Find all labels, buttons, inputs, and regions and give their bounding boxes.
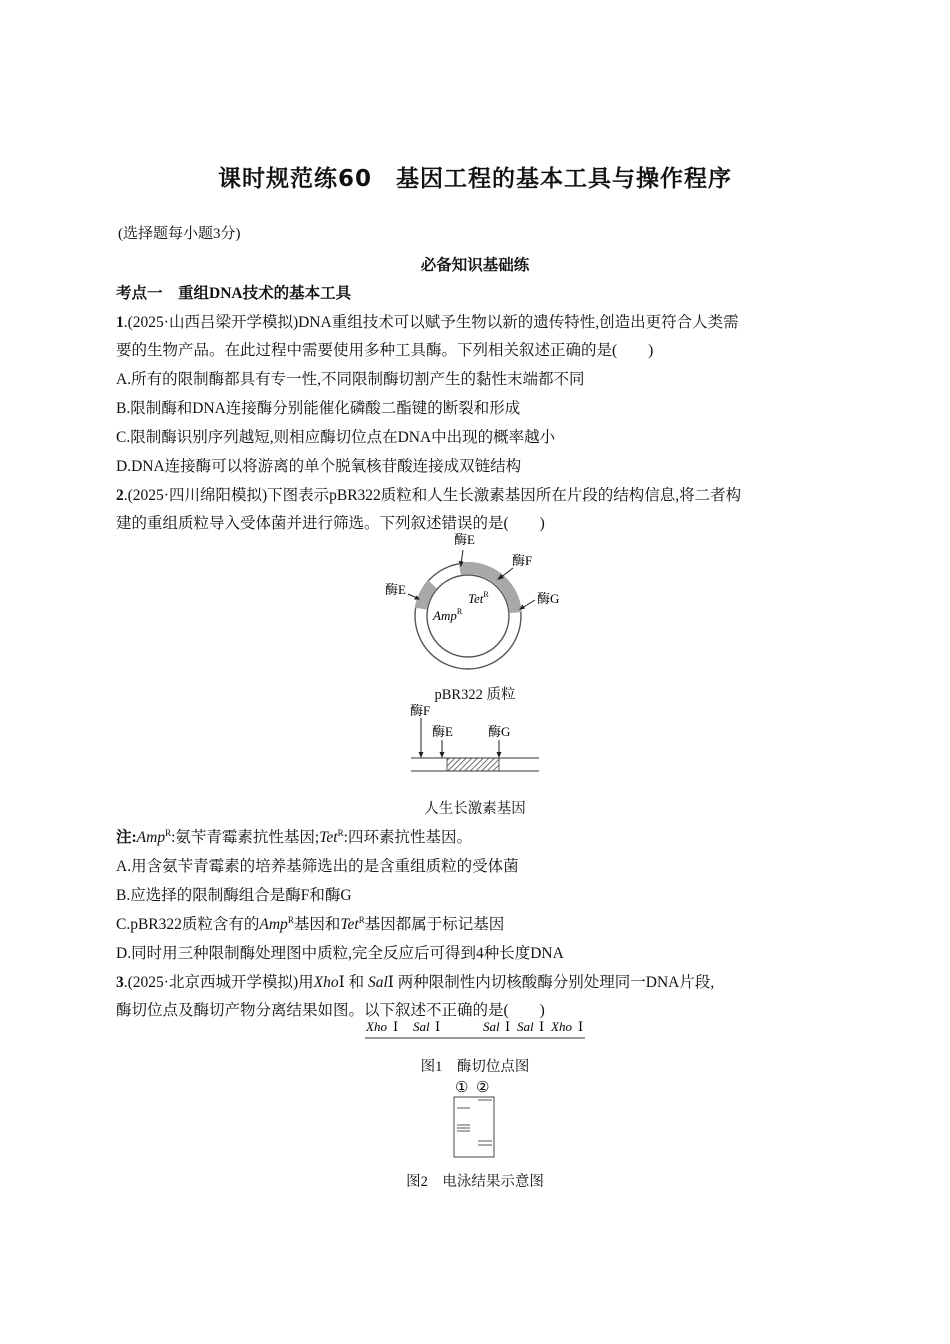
q1-option-a: A.所有的限制酶都具有专一性,不同限制酶切割产生的黏性末端都不同 <box>116 371 585 388</box>
tet-label: Tet$^R$ <box>468 590 489 606</box>
score-note: (选择题每小题3分) <box>118 226 241 242</box>
q2-option-c <box>116 912 504 934</box>
site-sal-3-name: Sal <box>517 1019 534 1034</box>
q3-stem-sal: Sal <box>367 974 388 991</box>
q2-stem-line1 <box>116 483 741 505</box>
q3-stem-post: 两种限制性内切核酸酶分别处理同一DNA片段, <box>397 974 715 991</box>
q1-option-d: D.DNA连接酶可以将游离的单个脱氧核苷酸连接成双链结构 <box>116 458 522 475</box>
legend-tet: Tet <box>319 829 338 846</box>
gene-fragment-diagram <box>405 700 545 778</box>
site-sal-2-name: Sal <box>483 1019 500 1034</box>
q2-stem-text1: .(2025·四川绵阳模拟)下图表示pBR322质粒和人生长激素基因所在片段的结构信息,将二者构 <box>123 487 742 504</box>
q3-stem-pre: .(2025·北京西城开学模拟)用 <box>123 974 314 991</box>
restriction-site-map <box>360 1015 590 1045</box>
plasmid-diagram <box>370 528 590 676</box>
legend-amp: Amp <box>136 829 166 846</box>
fragment-enzyme-e-arrowhead <box>440 752 445 758</box>
topic-heading: 考点一 重组DNA技术的基本工具 <box>116 285 352 302</box>
q2-option-c-amp: Amp <box>259 916 288 933</box>
q2-option-a: A.用含氨苄青霉素的培养基筛选出的是含重组质粒的受体菌 <box>116 858 519 875</box>
legend-tet-text: :四环素抗性基因。 <box>343 829 472 846</box>
q3-stem-mid: 和 <box>348 974 365 991</box>
enzyme-e-top-label: 酶E <box>454 532 475 547</box>
q2-option-c-post: 基因都属于标记基因 <box>364 916 505 933</box>
page-title: 课时规范练60 基因工程的基本工具与操作程序 <box>217 166 732 192</box>
fig2-caption: 图2 电泳结果示意图 <box>406 1174 544 1190</box>
q1-stem-line1 <box>116 310 739 332</box>
q2-option-c-sup1: R <box>287 914 294 925</box>
site-xho-2-num: Ⅰ <box>578 1019 584 1034</box>
fragment-enzyme-e-label: 酶E <box>432 724 453 739</box>
site-sal-3-num: Ⅰ <box>539 1019 545 1034</box>
q3-stem-roman2: Ⅰ <box>387 974 394 991</box>
site-xho-1-num: Ⅰ <box>393 1019 399 1034</box>
site-xho-2-name: Xho <box>551 1019 572 1034</box>
site-sal-3 <box>517 1019 544 1034</box>
fragment-enzyme-f-label: 酶F <box>410 703 431 718</box>
q2-option-c-pre: C.pBR322质粒含有的 <box>116 916 260 933</box>
enzyme-e-left-label: 酶E <box>385 582 406 597</box>
fragment-enzyme-g-label: 酶G <box>488 724 511 739</box>
q1-option-c: C.限制酶识别序列越短,则相应酶切位点在DNA中出现的概率越小 <box>116 429 556 446</box>
lane-1-label: ① <box>455 1080 469 1096</box>
gel-frame <box>454 1097 494 1157</box>
amp-gene-region <box>421 584 433 608</box>
legend-label: 注: <box>116 829 137 846</box>
plasmid-caption: pBR322 质粒 <box>434 687 516 703</box>
section-heading: 必备知识基础练 <box>420 257 530 274</box>
q2-legend <box>116 825 472 847</box>
amp-label: Amp$^R$ <box>433 607 463 623</box>
q1-stem-line2: 要的生物产品。在此过程中需要使用多种工具酶。下列相关叙述正确的是( ) <box>116 342 654 359</box>
q2-number: 2 <box>116 487 124 504</box>
q1-stem-text1: .(2025·山西吕梁开学模拟)DNA重组技术可以赋予生物以新的遗传特性,创造出更符合人类需 <box>123 314 739 331</box>
q3-stem-line1 <box>116 970 714 992</box>
legend-amp-sup: R <box>165 827 172 838</box>
site-xho-1-name: Xho <box>366 1019 387 1034</box>
q3-stem-line2: 酶切位点及酶切产物分离结果如图。以下叙述不正确的是( ) <box>116 1002 545 1019</box>
fig1-caption: 图1 酶切位点图 <box>420 1059 530 1075</box>
enzyme-f-label: 酶F <box>512 553 533 568</box>
q1-number: 1 <box>116 314 124 331</box>
enzyme-g-arrow <box>522 600 535 608</box>
site-sal-2 <box>483 1019 510 1034</box>
q2-option-c-sup2: R <box>358 914 365 925</box>
q2-option-d: D.同时用三种限制酶处理图中质粒,完全反应后可得到4种长度DNA <box>116 945 564 962</box>
legend-tet-sup: R <box>337 827 344 838</box>
q1-option-b: B.限制酶和DNA连接酶分别能催化磷酸二酯键的断裂和形成 <box>116 400 521 417</box>
fragment-enzyme-g-arrowhead <box>497 752 502 758</box>
legend-amp-text: :氨苄青霉素抗性基因; <box>171 829 320 846</box>
q3-number: 3 <box>116 974 124 991</box>
site-sal-1-num: Ⅰ <box>435 1019 441 1034</box>
lane-2-label: ② <box>476 1080 490 1096</box>
site-xho-2 <box>550 1019 583 1034</box>
q2-option-c-mid: 基因和 <box>293 916 341 933</box>
fragment-enzyme-f-arrowhead <box>419 752 424 758</box>
q3-stem-xho: Xho <box>313 974 339 991</box>
gel-electrophoresis <box>440 1075 510 1163</box>
gene-fragment-caption: 人生长激素基因 <box>424 801 526 817</box>
q2-option-c-tet: Tet <box>340 916 359 933</box>
q2-option-b: B.应选择的限制酶组合是酶F和酶G <box>116 887 352 904</box>
site-sal-2-num: Ⅰ <box>505 1019 511 1034</box>
q2-stem-line2: 建的重组质粒导入受体菌并进行筛选。下列叙述错误的是( ) <box>116 515 545 532</box>
site-sal-1 <box>413 1019 440 1034</box>
enzyme-g-label: 酶G <box>537 591 560 606</box>
site-sal-1-name: Sal <box>413 1019 430 1034</box>
hgh-gene-region <box>447 758 499 771</box>
site-xho-1 <box>365 1019 398 1034</box>
q3-stem-roman1: Ⅰ <box>338 974 345 991</box>
